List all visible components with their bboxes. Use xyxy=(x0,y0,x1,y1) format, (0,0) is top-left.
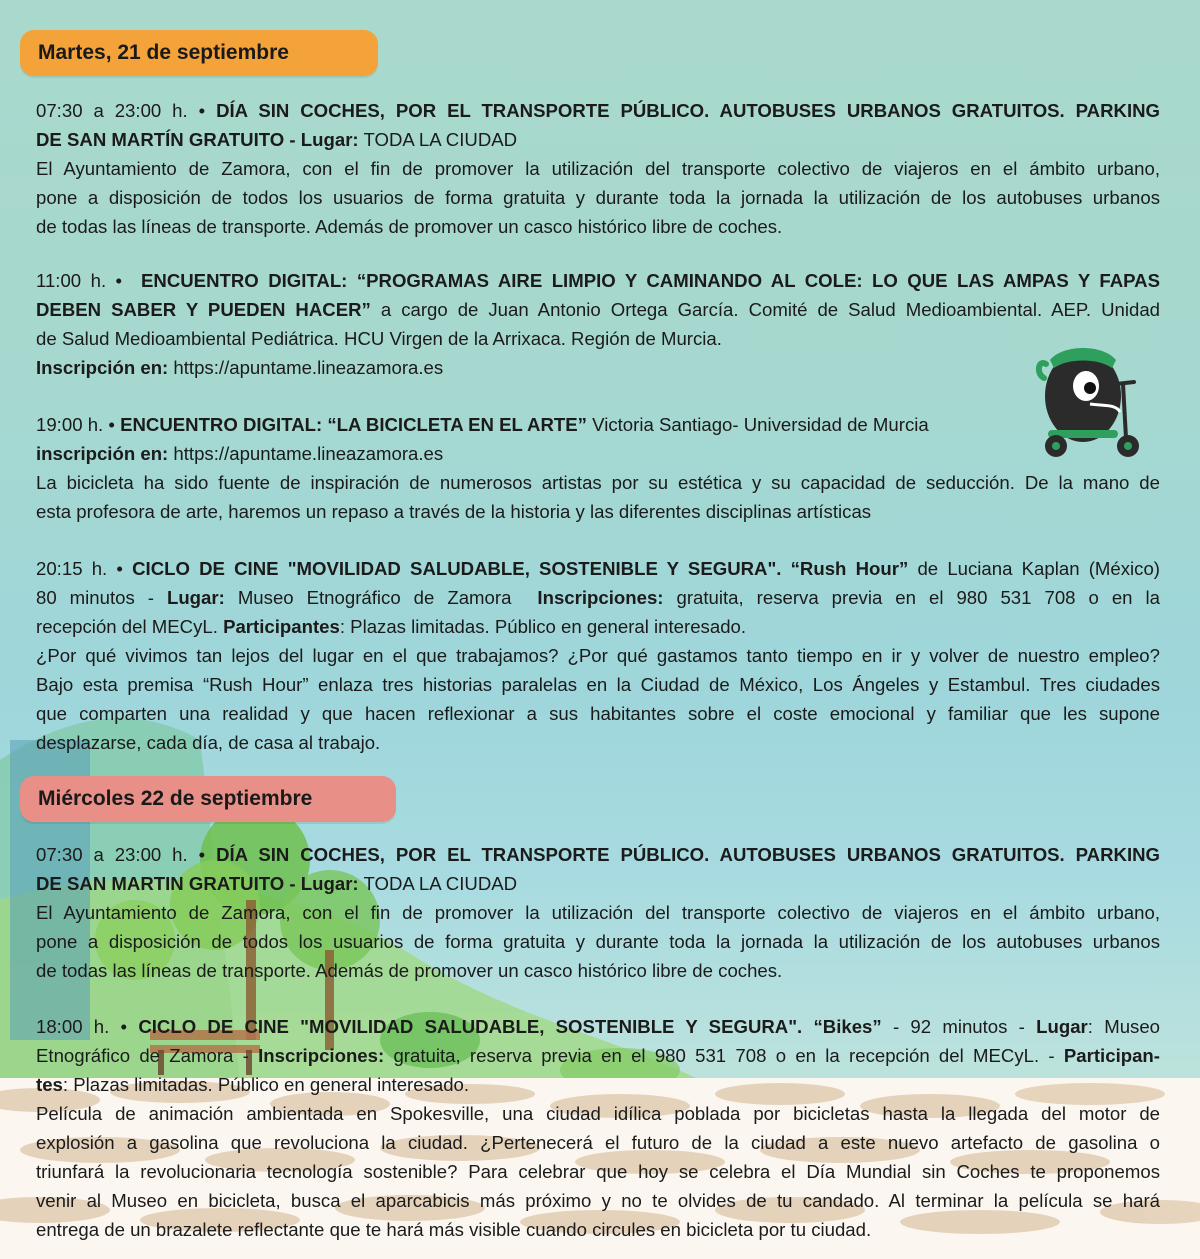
event-time: 11:00 h. • xyxy=(36,270,123,291)
event-speaker: Victoria Santiago- Universidad de Murcia xyxy=(592,414,929,435)
event-time: 19:00 h. • xyxy=(36,414,115,435)
event-place: Etnográfico de Zamora - xyxy=(36,1045,259,1066)
event-digital-meeting-clean-air xyxy=(36,266,1160,382)
event-title: DÍA SIN COCHES, POR EL TRANSPORTE PÚBLICO. AUTOBUSES URBANOS GRATUITOS. PARKING xyxy=(216,100,1161,121)
day-header-tuesday: Martes, 21 de septiembre xyxy=(20,30,378,76)
event-place: TODA LA CIUDAD xyxy=(363,873,518,894)
event-description: de todas las líneas de transporte. Además de promover un casco histórico libre de coches. xyxy=(36,960,783,981)
registration-link[interactable]: https://apuntame.lineazamora.es xyxy=(173,443,444,464)
event-title: DE SAN MARTÍN GRATUITO - xyxy=(36,129,301,150)
event-description: explosión a gasolina que revoluciona la ciudad. ¿Pertenecerá el futuro de la ciudad a este nuevo artefacto de gasolina o xyxy=(36,1132,1160,1153)
event-description: triunfará la revolucionaria tecnología sostenible? Para celebrar que hoy se celebra el Día Mundial sin Coches te proponemos xyxy=(36,1161,1160,1182)
event-place: Museo Etnográfico de Zamora xyxy=(237,587,512,608)
participants-info: : Plazas limitadas. Público en general interesado. xyxy=(339,616,747,637)
event-time: 07:30 a 23:00 h. • xyxy=(36,844,206,865)
event-title: DÍA SIN COCHES, POR EL TRANSPORTE PÚBLICO. AUTOBUSES URBANOS GRATUITOS. PARKING xyxy=(216,844,1161,865)
mascot-scooter-icon xyxy=(1028,334,1154,466)
registration-label: inscripción en: xyxy=(36,443,169,464)
event-title: DE SAN MARTIN GRATUITO - xyxy=(36,873,301,894)
event-duration: 80 minutos - xyxy=(36,587,167,608)
event-description: esta profesora de arte, haremos un repaso a través de la historia y las diferentes disciplinas artísticas xyxy=(36,501,872,522)
registration-info: gratuita, reserva previa en el 980 531 708 o en la recepción del MECyL. - xyxy=(393,1045,1064,1066)
participants-label: Participan- xyxy=(1063,1045,1160,1066)
registration-label: Inscripciones: xyxy=(258,1045,385,1066)
event-title: CICLO DE CINE "MOVILIDAD SALUDABLE, SOSTENIBLE Y SEGURA". “Bikes” xyxy=(138,1016,882,1037)
event-duration: - 92 minutos - xyxy=(892,1016,1037,1037)
event-description: que comparten una realidad y que hacen reflexionar a sus habitantes sobre el coste emocional y familiar que les supone xyxy=(36,703,1160,724)
event-time: 18:00 h. • xyxy=(36,1016,128,1037)
event-description: Bajo esta premisa “Rush Hour” enlaza tres historias paralelas en la Ciudad de México, Los Ángeles y Estambul. Tres ciudades xyxy=(36,674,1160,695)
day-header-wednesday: Miércoles 22 de septiembre xyxy=(20,776,396,822)
participants-label: tes xyxy=(36,1074,63,1095)
event-title: ENCUENTRO DIGITAL: “LA BICICLETA EN EL ARTE” xyxy=(120,414,587,435)
registration-label: Inscripción en: xyxy=(36,357,169,378)
event-description: entrega de un brazalete reflectante que te hará más visible cuando circules en bicicleta por tu ciudad. xyxy=(36,1219,872,1240)
event-description: pone a disposición de todos los usuarios de forma gratuita y durante toda la jornada la utilización de los autobuses urbanos xyxy=(36,931,1160,952)
event-car-free-day-wednesday xyxy=(36,840,1160,985)
place-label: Lugar: xyxy=(300,129,359,150)
event-description: a cargo de Juan Antonio Ortega García. Comité de Salud Medioambiental. AEP. Unidad xyxy=(380,299,1161,320)
event-title: DEBEN SABER Y PUEDEN HACER” xyxy=(36,299,371,320)
event-title: ENCUENTRO DIGITAL: “PROGRAMAS AIRE LIMPIO Y CAMINANDO AL COLE: LO QUE LAS AMPAS Y FAPAS xyxy=(140,270,1160,291)
event-time: 07:30 a 23:00 h. • xyxy=(36,100,206,121)
event-description: La bicicleta ha sido fuente de inspiración de numerosos artistas por su estética y su capacidad de seducción. De la mano de xyxy=(36,472,1160,493)
event-car-free-day-tuesday xyxy=(36,96,1160,241)
event-description: de Salud Medioambiental Pediátrica. HCU Virgen de la Arrixaca. Región de Murcia. xyxy=(36,328,722,349)
event-description: de todas las líneas de transporte. Además de promover un casco histórico libre de coches. xyxy=(36,216,783,237)
place-label: Lugar: xyxy=(166,587,225,608)
event-director: de Luciana Kaplan (México) xyxy=(917,558,1160,579)
place-label: Lugar xyxy=(1036,1016,1088,1037)
event-description: desplazarse, cada día, de casa al trabajo. xyxy=(36,732,381,753)
event-description: Película de animación ambientada en Spokesville, una ciudad idílica poblada por bicicletas hasta la llegada del motor de xyxy=(36,1103,1160,1124)
registration-info: recepción del MECyL. xyxy=(36,616,218,637)
event-place: : Museo xyxy=(1087,1016,1161,1037)
event-cinema-rush-hour xyxy=(36,554,1160,757)
event-description: El Ayuntamiento de Zamora, con el fin de promover la utilización del transporte colectivo de viajeros en el ámbito urbano, xyxy=(36,902,1160,923)
event-title: CICLO DE CINE "MOVILIDAD SALUDABLE, SOSTENIBLE Y SEGURA". “Rush Hour” xyxy=(132,558,909,579)
place-label: Lugar: xyxy=(300,873,359,894)
event-place: TODA LA CIUDAD xyxy=(363,129,518,150)
event-description: venir al Museo en bicicleta, busca el aparcabicis más próximo y no te olvides de tu candado. Al terminar la película se hará xyxy=(36,1190,1160,1211)
registration-link[interactable]: https://apuntame.lineazamora.es xyxy=(173,357,444,378)
event-time: 20:15 h. • xyxy=(36,558,123,579)
event-description: El Ayuntamiento de Zamora, con el fin de promover la utilización del transporte colectivo de viajeros en el ámbito urbano, xyxy=(36,158,1160,179)
registration-info: gratuita, reserva previa en el 980 531 708 o en la xyxy=(676,587,1160,608)
event-digital-meeting-bicycle-art xyxy=(36,410,1160,526)
registration-label: Inscripciones: xyxy=(537,587,664,608)
event-description: ¿Por qué vivimos tan lejos del lugar en el que trabajamos? ¿Por qué gastamos tanto tiempo en ir y volver de nuestro empleo? xyxy=(36,645,1160,666)
participants-label: Participantes xyxy=(223,616,340,637)
participants-info: : Plazas limitadas. Público en general interesado. xyxy=(62,1074,470,1095)
event-cinema-bikes xyxy=(36,1012,1160,1244)
event-description: pone a disposición de todos los usuarios de forma gratuita y durante toda la jornada la utilización de los autobuses urbanos xyxy=(36,187,1160,208)
